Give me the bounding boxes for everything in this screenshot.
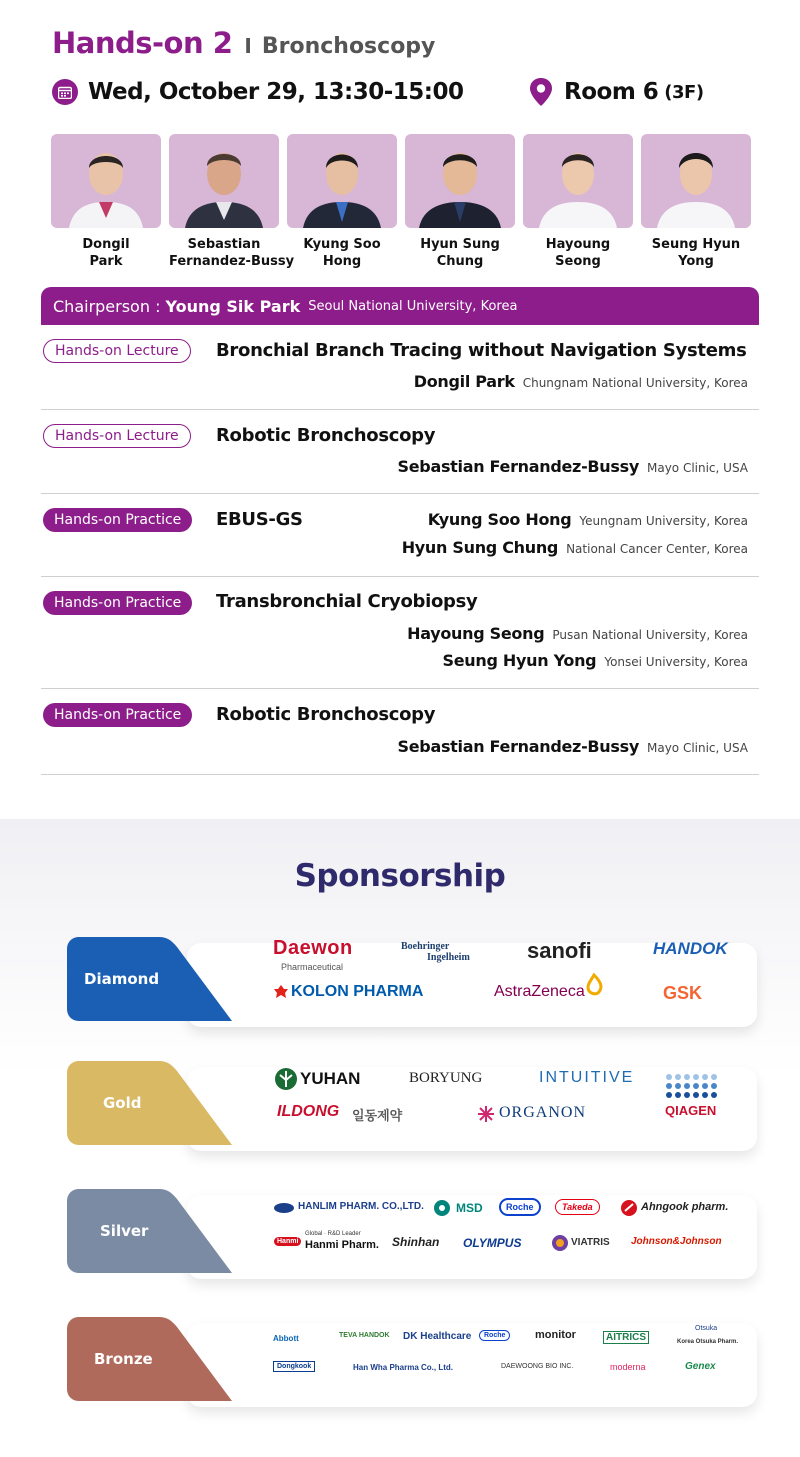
title-separator: I (244, 34, 252, 58)
speaker-photo (405, 134, 515, 228)
sponsor-logo-caption: Pharmaceutical (281, 962, 344, 972)
session-type-badge: Hands-on Lecture (43, 339, 191, 363)
sponsor-logo: YUHAN (300, 1069, 361, 1088)
speaker-photo (523, 134, 633, 228)
hanlim-emblem-icon (273, 1202, 295, 1214)
floor-text: (3F) (664, 81, 704, 103)
sponsor-logo: TEVA HANDOK (339, 1332, 390, 1339)
sponsor-logo: moderna (610, 1362, 646, 1372)
sponsor-logo: AITRICS (603, 1331, 649, 1344)
sponsor-logo: Dongkook (273, 1361, 315, 1372)
speaker-name: Seung Hyun Yong (651, 237, 741, 269)
sponsor-logo: Ahngook pharm. (641, 1201, 729, 1213)
sponsor-tier-silver (67, 1189, 757, 1279)
sponsor-logo: ILDONG (277, 1103, 340, 1120)
hanmi-badge-icon: Hanmi (274, 1237, 301, 1246)
chairperson-bar (41, 287, 759, 325)
session-row (41, 325, 759, 410)
sponsor-logo: Shinhan (392, 1235, 440, 1249)
room-text: Room 6 (564, 79, 659, 105)
kolon-emblem-icon (273, 984, 289, 1000)
session-speaker: Hyun Sung Chung National Cancer Center, Korea (401, 538, 748, 557)
speaker-name: Kyung Soo Hong (303, 237, 381, 269)
session-speaker: Sebastian Fernandez-Bussy Mayo Clinic, USA (397, 457, 748, 476)
sponsorship-title: Sponsorship (294, 858, 506, 894)
sponsor-logo: AstraZeneca (494, 983, 585, 1000)
sponsor-logo: INTUITIVE (539, 1069, 635, 1086)
organon-star-icon (477, 1105, 495, 1123)
sponsor-logo: Hanmi Pharm. (305, 1239, 379, 1251)
speaker-card (169, 134, 295, 270)
sponsor-logo: sanofi (527, 938, 592, 963)
msd-emblem-icon (431, 1199, 453, 1217)
tier-ribbon (67, 1189, 232, 1273)
sponsor-logo: QIAGEN (665, 1103, 717, 1118)
speaker-card (641, 134, 751, 270)
session-type-badge: Hands-on Practice (43, 591, 192, 615)
sponsor-logo: Genex (685, 1361, 716, 1372)
session-row (41, 689, 759, 775)
sponsor-logo: HANDOK (653, 939, 728, 958)
sponsor-tier-gold (67, 1061, 757, 1151)
speaker-card (405, 134, 515, 270)
sponsor-logo: KOLON PHARMA (291, 983, 424, 1000)
sponsor-logo-caption: Ingelheim (427, 952, 470, 963)
sponsor-logo: Daewon (273, 937, 353, 959)
sponsor-logo: Roche (479, 1330, 510, 1341)
sponsor-tier-diamond (67, 937, 757, 1027)
speaker-list (51, 134, 751, 274)
speaker-name: Hyun Sung Chung (420, 237, 500, 269)
speaker-photo (51, 134, 161, 228)
session-type-badge: Hands-on Practice (43, 508, 192, 532)
session-row (41, 410, 759, 494)
session-type-badge: Hands-on Practice (43, 703, 192, 727)
sponsor-logo: Johnson&Johnson (631, 1236, 722, 1247)
speaker-name: Dongil Park (82, 237, 130, 269)
session-topic: Robotic Bronchoscopy (216, 704, 436, 725)
tier-label: Bronze (94, 1350, 153, 1368)
yuhan-emblem-icon (274, 1067, 298, 1091)
session-topic: EBUS-GS (216, 509, 303, 530)
session-title: Hands-on 2 (52, 26, 233, 60)
speaker-card (287, 134, 397, 270)
speaker-card (51, 134, 161, 270)
sponsor-logo: monitor (535, 1329, 576, 1341)
chairperson-name: Young Sik Park (165, 296, 301, 316)
viatris-emblem-icon (551, 1234, 569, 1252)
speaker-name: Sebastian Fernandez-Bussy (169, 237, 295, 269)
sponsor-logo-caption: Global · R&D Leader (305, 1231, 361, 1237)
sponsor-logo: BORYUNG (409, 1070, 483, 1086)
session-type-badge: Hands-on Lecture (43, 424, 191, 448)
session-speaker: Sebastian Fernandez-Bussy Mayo Clinic, USA (397, 737, 748, 756)
sponsor-logo: Boehringer (401, 941, 450, 952)
speaker-photo (169, 134, 279, 228)
ahngook-emblem-icon (620, 1199, 638, 1217)
location-pin-icon (528, 77, 554, 107)
sponsor-logo: VIATRIS (571, 1237, 610, 1248)
session-row (41, 577, 759, 689)
tier-label: Silver (100, 1222, 149, 1240)
sponsor-logo: DK Healthcare (403, 1331, 472, 1342)
sponsor-logo: Roche (499, 1198, 541, 1216)
session-speaker: Hayoung Seong Pusan National University, Korea (407, 624, 748, 643)
speaker-name: Hayoung Seong (545, 237, 611, 269)
sponsor-logo: Abbott (273, 1334, 299, 1343)
sponsor-logo-caption: Korea Otsuka Pharm. (677, 1339, 739, 1345)
sponsor-logo: DAEWOONG BIO INC. (501, 1363, 574, 1370)
astrazeneca-symbol-icon (582, 973, 606, 997)
chairperson-label: Chairperson : (53, 296, 161, 316)
session-row (41, 494, 759, 577)
speaker-photo (287, 134, 397, 228)
sponsor-logo: GSK (663, 983, 703, 1003)
speaker-photo (641, 134, 751, 228)
chairperson-affiliation: Seoul National University, Korea (308, 298, 518, 314)
sponsor-logo: Takeda (555, 1199, 600, 1215)
qiagen-dots-icon (665, 1073, 721, 1105)
sponsor-logo-korean: 일동제약 (352, 1109, 403, 1124)
session-speaker: Seung Hyun Yong Yonsei University, Korea (442, 651, 748, 670)
calendar-icon (52, 79, 78, 105)
session-speaker: Dongil Park Chungnam National University, Korea (413, 372, 748, 391)
session-subtitle: Bronchoscopy (261, 34, 436, 59)
tier-label: Gold (103, 1094, 142, 1112)
tier-label: Diamond (84, 970, 160, 988)
sponsor-tier-bronze (67, 1317, 757, 1407)
sponsor-logo: Otsuka (695, 1325, 718, 1332)
tier-ribbon (67, 1061, 232, 1145)
page-title (52, 26, 435, 66)
session-topic: Bronchial Branch Tracing without Navigation Systems (216, 340, 747, 361)
speaker-card (523, 134, 633, 270)
sponsor-logo: MSD (456, 1201, 483, 1215)
sponsor-logo: ORGANON (499, 1104, 586, 1121)
sponsor-logo: OLYMPUS (463, 1236, 522, 1250)
session-topic: Robotic Bronchoscopy (216, 425, 436, 446)
session-speaker: Kyung Soo Hong Yeungnam University, Korea (427, 510, 748, 529)
session-topic: Transbronchial Cryobiopsy (216, 591, 478, 612)
sponsor-logo: Han Wha Pharma Co., Ltd. (353, 1363, 454, 1372)
date-text: Wed, October 29, 13:30-15:00 (88, 79, 464, 105)
sponsor-logo: HANLIM PHARM. CO.,LTD. (298, 1201, 424, 1212)
session-date (52, 76, 463, 108)
session-room (528, 76, 704, 108)
